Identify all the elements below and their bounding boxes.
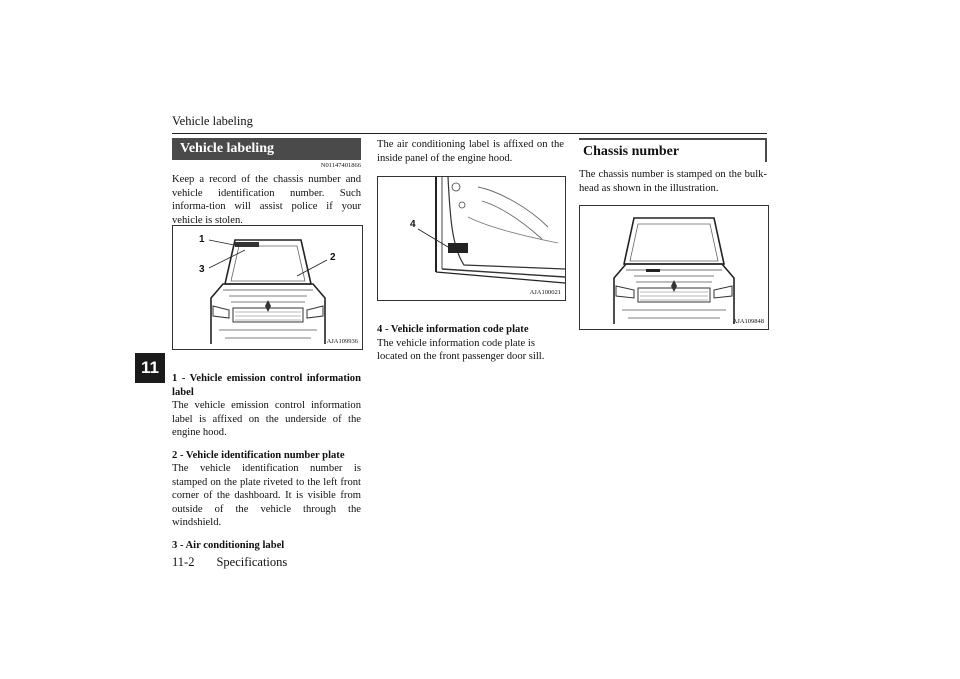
section-heading-vehicle-labeling: Vehicle labeling	[172, 138, 361, 160]
chapter-tab: 11	[135, 353, 165, 383]
middle-column	[377, 138, 564, 165]
figure-code: AJA109936	[326, 338, 358, 345]
left-column	[172, 138, 361, 227]
page-footer	[172, 555, 287, 570]
item-2-title: 2 - Vehicle identification number plate	[172, 449, 345, 461]
figure-code: AJA109848	[732, 318, 764, 325]
reference-code: N01147401866	[320, 162, 361, 169]
item-3-title: 3 - Air conditioning label	[172, 539, 285, 551]
footer-section: Specifications	[216, 555, 288, 569]
intro-paragraph: Keep a record of the chassis number and vehicle identification number. Such informa-tion will assist police if your vehicle is stolen.	[172, 174, 361, 226]
figure-door-sill	[377, 176, 566, 301]
item-2-text: The vehicle identification number is stamped on the plate riveted to the left front corner of the dashboard. It is visible from outside of the vehicle through the windshield.	[172, 463, 361, 528]
page-header-title: Vehicle labeling	[172, 114, 253, 128]
item-1-text: The vehicle emission control information label is affixed on the underside of the engine hood.	[172, 400, 361, 438]
figure-chassis-number	[579, 205, 769, 330]
section-heading-chassis-number: Chassis number	[579, 138, 767, 162]
middle-intro: The air conditioning label is affixed on the inside panel of the engine hood.	[377, 139, 564, 164]
figure-vehicle-front-hood-open	[172, 225, 363, 350]
item-1-title: 1 - Vehicle emission control information label	[172, 373, 361, 398]
item-4-text: The vehicle information code plate is located on the front passenger door sill.	[377, 337, 545, 362]
item-4-title: 4 - Vehicle information code plate	[377, 324, 529, 335]
middle-items	[377, 323, 564, 364]
page-number: 11-2	[172, 555, 195, 569]
header-divider	[172, 133, 767, 134]
callout-3: 3	[199, 264, 205, 275]
callout-1: 1	[199, 234, 205, 245]
car-hood-open-illustration	[580, 206, 768, 329]
figure-code: AJA100021	[529, 289, 561, 296]
callout-2: 2	[330, 252, 336, 263]
right-column	[579, 138, 767, 195]
callout-4: 4	[410, 219, 416, 230]
left-items	[172, 372, 361, 552]
door-sill-illustration	[378, 177, 565, 300]
chassis-text: The chassis number is stamped on the bulk-head as shown in the illustration.	[579, 169, 767, 194]
